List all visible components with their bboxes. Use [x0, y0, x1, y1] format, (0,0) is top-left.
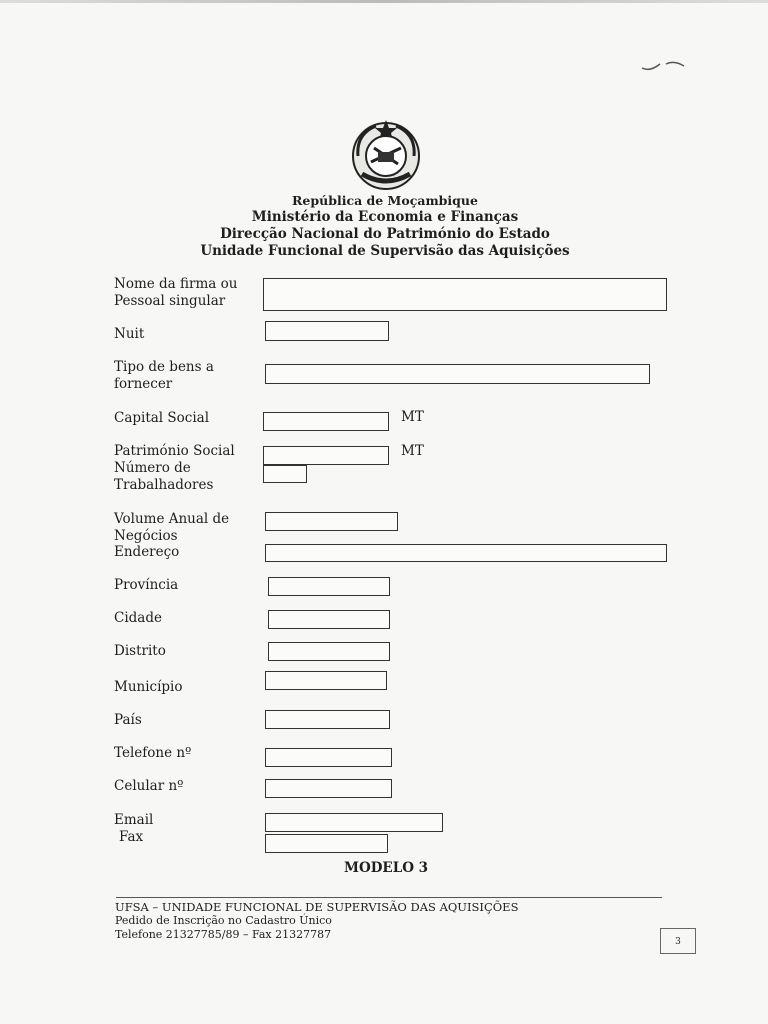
fax-field[interactable]	[265, 834, 388, 853]
tipo-bens-field[interactable]	[265, 364, 650, 384]
celular-field[interactable]	[265, 779, 392, 798]
nuit-field[interactable]	[265, 321, 389, 341]
volume-anual-label: Volume Anual de Negócios	[114, 511, 230, 544]
tipo-bens-label: Tipo de bens a fornecer	[114, 359, 214, 392]
capital-social-label: Capital Social	[114, 410, 210, 426]
cidade-field[interactable]	[268, 610, 390, 629]
handwritten-mark	[640, 58, 690, 74]
trabalhadores-label: Número de Trabalhadores	[114, 460, 214, 493]
endereco-label: Endereço	[114, 544, 180, 560]
coat-of-arms-emblem	[346, 116, 426, 192]
patrimonio-social-label: Património Social	[114, 443, 235, 459]
distrito-label: Distrito	[114, 643, 166, 659]
cidade-label: Cidade	[114, 610, 162, 626]
municipio-label: Município	[114, 679, 183, 695]
scan-edge	[0, 0, 768, 3]
nuit-label: Nuit	[114, 326, 145, 342]
municipio-field[interactable]	[265, 671, 387, 690]
provincia-field[interactable]	[268, 577, 390, 596]
capital-unit-mt: MT	[401, 409, 424, 425]
provincia-label: Província	[114, 577, 179, 593]
page-number: 3	[660, 928, 696, 954]
email-label: Email	[114, 812, 154, 828]
footer-org: UFSA – UNIDADE FUNCIONAL DE SUPERVISÃO DAS AQUISIÇÕES	[115, 900, 519, 914]
modelo-title: MODELO 3	[344, 860, 429, 876]
header-ministry: Ministério da Economia e Finanças	[251, 209, 519, 225]
volume-anual-field[interactable]	[265, 512, 398, 531]
nome-label: Nome da firma ou Pessoal singular	[114, 276, 238, 309]
patrimonio-unit-mt: MT	[401, 443, 424, 459]
patrimonio-social-field[interactable]	[263, 446, 389, 465]
telefone-field[interactable]	[265, 748, 392, 767]
trabalhadores-field[interactable]	[263, 465, 307, 483]
document-footer	[115, 900, 518, 942]
celular-label: Celular nº	[114, 778, 184, 794]
footer-contacts: Telefone 21327785/89 – Fax 21327787	[115, 928, 332, 941]
header-republic: República de Moçambique	[292, 193, 478, 208]
telefone-label: Telefone nº	[114, 745, 192, 761]
nome-field[interactable]	[263, 278, 667, 311]
email-field[interactable]	[265, 813, 443, 832]
footer-form-name: Pedido de Inscrição no Cadastro Único	[115, 914, 332, 927]
document-header	[150, 192, 620, 260]
footer-divider	[116, 897, 662, 898]
distrito-field[interactable]	[268, 642, 390, 661]
header-directorate: Direcção Nacional do Património do Estado	[220, 226, 550, 242]
pais-field[interactable]	[265, 710, 390, 729]
header-unit: Unidade Funcional de Supervisão das Aquisições	[200, 243, 570, 259]
pais-label: País	[114, 712, 142, 728]
capital-social-field[interactable]	[263, 412, 389, 431]
fax-label: Fax	[119, 829, 144, 845]
endereco-field[interactable]	[265, 544, 667, 562]
